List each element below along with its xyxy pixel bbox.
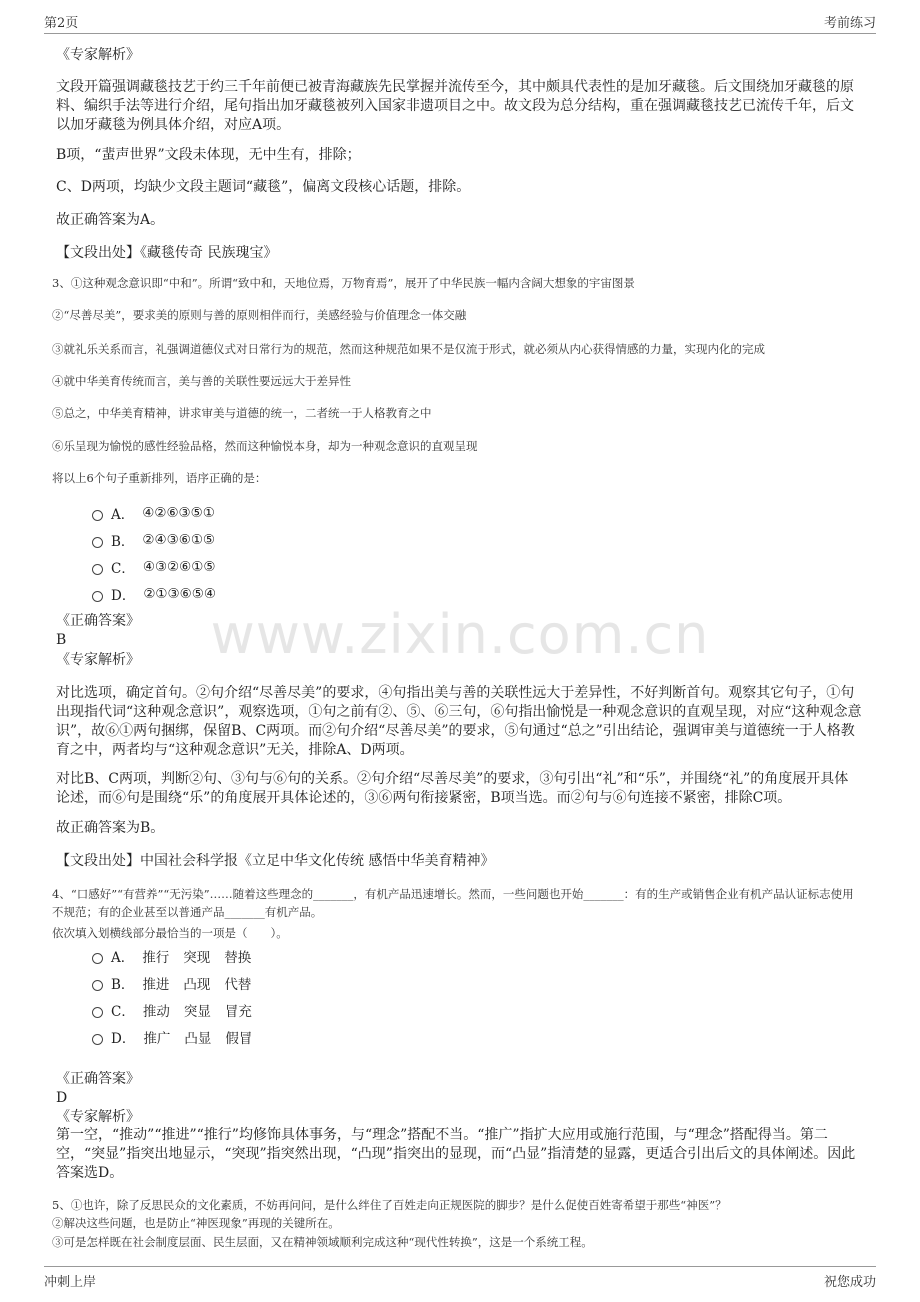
q5-sentence-2: ②解决这些问题，也是防止“神医现象”再现的关键所在。: [52, 1216, 340, 1230]
q3-sentence-5: ⑤总之，中华美育精神，讲求审美与道德的统一，二者统一于人格教育之中: [52, 406, 432, 420]
radio-icon[interactable]: [92, 564, 103, 575]
page-number: 第2页: [44, 16, 79, 31]
q3-stem: 将以上6个句子重新排列，语序正确的是：: [52, 471, 267, 485]
q2-analysis-paragraph-3: C、D两项，均缺少文段主题词“藏毯”，偏离文段核心话题，排除。: [56, 179, 471, 195]
radio-icon[interactable]: [92, 1007, 103, 1018]
q4-answer: D: [56, 1090, 68, 1106]
watermark: www.zixin.com.cn: [210, 603, 710, 666]
q3-sentence-6: ⑥乐呈现为愉悦的感性经验品格，然而这种愉悦本身，却为一种观念意识的直观呈现: [52, 439, 478, 453]
radio-icon[interactable]: [92, 591, 103, 602]
q3-answer: B: [56, 632, 67, 648]
q2-conclusion: 故正确答案为A。: [56, 212, 165, 228]
q3-analysis-label: 《专家解析》: [56, 652, 140, 668]
q4-stem: 4、“口感好”“有营养”“无污染”……随着这些理念的_______，有机产品迅速增长。然而，一些问题也开始_______：有的生产或销售企业有机产品认证标志使用不规范；有的企业甚至以普通产品_______有机产品。: [52, 887, 854, 919]
q4-analysis-label: 《专家解析》: [56, 1109, 140, 1125]
q4-option-a[interactable]: A． 推行 突现 替换: [92, 946, 265, 966]
radio-icon[interactable]: [92, 510, 103, 521]
q2-analysis-paragraph-1: 文段开篇强调藏毯技艺于约三千年前便已被青海藏族先民掌握并流传至今，其中颇具代表性的是加牙藏毯。后文围绕加牙藏毯的原料、编织手法等进行介绍，尾句指出加牙藏毯被列入国家非遗项目之中。故文段为总分结构，重在强调藏毯技艺已流传千年，后文以加牙藏毯为例具体介绍，对应A项。: [56, 79, 854, 133]
footer-left-text: 冲刺上岸: [44, 1275, 97, 1290]
q3-option-d[interactable]: D． ②①③⑥⑤④: [92, 584, 216, 604]
footer-divider: [44, 1266, 876, 1267]
page-footer: [44, 1271, 876, 1290]
q5-sentence-1: 5、①也许，除了反思民众的文化素质，不妨再问问，是什么绊住了百姓走向正规医院的脚步？是什么促使百姓寄希望于那些“神医”？: [52, 1198, 727, 1212]
q4-analysis-paragraph: 第一空，“推动”“推进”“推行”均修饰具体事务，与“理念”搭配不当。“推广”指扩大应用或施行范围，与“理念”搭配得当。第二空，“突显”指突出地显示，“突现”指突然出现，“凸现”指突出的显现，而“凸显”指清楚的显露，更适合引出后文的具体阐述。因此答案选D。: [56, 1127, 856, 1181]
q3-source: 【文段出处】中国社会科学报《立足中华文化传统 感悟中华美育精神》: [56, 853, 495, 869]
q3-answer-label: 《正确答案》: [56, 613, 140, 629]
q3-analysis-paragraph-1: 对比选项，确定首句。②句介绍“尽善尽美”的要求，④句指出美与善的关联性远大于差异性，不好判断首句。观察其它句子，①句出现指代词“这种观念意识”，观察选项，①句之前有②、⑤、⑥三句，⑥句指出愉悦是一种观念意识的直观呈现，对应“这种观念意识”，故⑥①两句捆绑，保留B、C两项。而②句介绍“尽善尽美”的要求，⑤句通过“总之”引出结论，强调审美与道德统一于人格教育之中，两者均与“这种观念意识”无关，排除A、D两项。: [56, 685, 862, 758]
footer-right-text: 祝您成功: [823, 1275, 876, 1290]
q2-analysis-paragraph-2: B项，“蜚声世界”文段未体现，无中生有，排除；: [56, 147, 361, 163]
q3-conclusion: 故正确答案为B。: [56, 820, 165, 836]
q3-sentence-2: ②“尽善尽美”，要求美的原则与善的原则相伴而行，美感经验与价值理念一体交融: [52, 308, 467, 322]
radio-icon[interactable]: [92, 953, 103, 964]
q4-answer-label: 《正确答案》: [56, 1071, 140, 1087]
radio-icon[interactable]: [92, 537, 103, 548]
q3-sentence-4: ④就中华美育传统而言，美与善的关联性要远远大于差异性: [52, 374, 351, 388]
q4-option-c[interactable]: C． 推动 突显 冒充: [92, 1000, 266, 1020]
page-header: [44, 12, 876, 31]
header-title: 考前练习: [823, 16, 876, 31]
q2-source: 【文段出处】《藏毯传奇 民族瑰宝》: [56, 245, 278, 261]
q3-sentence-3: ③就礼乐关系而言，礼强调道德仪式对日常行为的规范，然而这种规范如果不是仅流于形式，就必须从内心获得情感的力量，实现内化的完成: [52, 342, 765, 356]
q2-analysis-label: 《专家解析》: [56, 47, 140, 63]
q3-analysis-paragraph-2: 对比B、C两项，判断②句、③句与⑥句的关系。②句介绍“尽善尽美”的要求，③句引出“礼”和“乐”，并围绕“礼”的角度展开具体论述，而⑥句是围绕“乐”的角度展开具体论述的，③⑥两句衔接紧密，B项当选。而②句与⑥句连接不紧密，排除C项。: [56, 771, 849, 806]
q4-option-d[interactable]: D． 推广 凸显 假冒: [92, 1027, 266, 1047]
radio-icon[interactable]: [92, 1034, 103, 1045]
header-divider: [44, 33, 876, 34]
q4-option-b[interactable]: B． 推进 凸现 代替: [92, 973, 265, 993]
q3-sentence-1: 3、①这种观念意识即“中和”。所谓“致中和，天地位焉，万物育焉”，展开了中华民族一幅内含阔大想象的宇宙图景: [52, 276, 635, 290]
q3-option-a[interactable]: A． ④②⑥③⑤①: [92, 503, 215, 523]
radio-icon[interactable]: [92, 980, 103, 991]
q3-option-c[interactable]: C． ④③②⑥①⑤: [92, 557, 215, 577]
q4-instruction: 依次填入划横线部分最恰当的一项是（ ）。: [52, 926, 288, 940]
q3-option-b[interactable]: B． ②④③⑥①⑤: [92, 530, 215, 550]
q5-sentence-3: ③可是怎样既在社会制度层面、民生层面，又在精神领域顺利完成这种“现代性转换”，这是一个系统工程。: [52, 1235, 593, 1249]
